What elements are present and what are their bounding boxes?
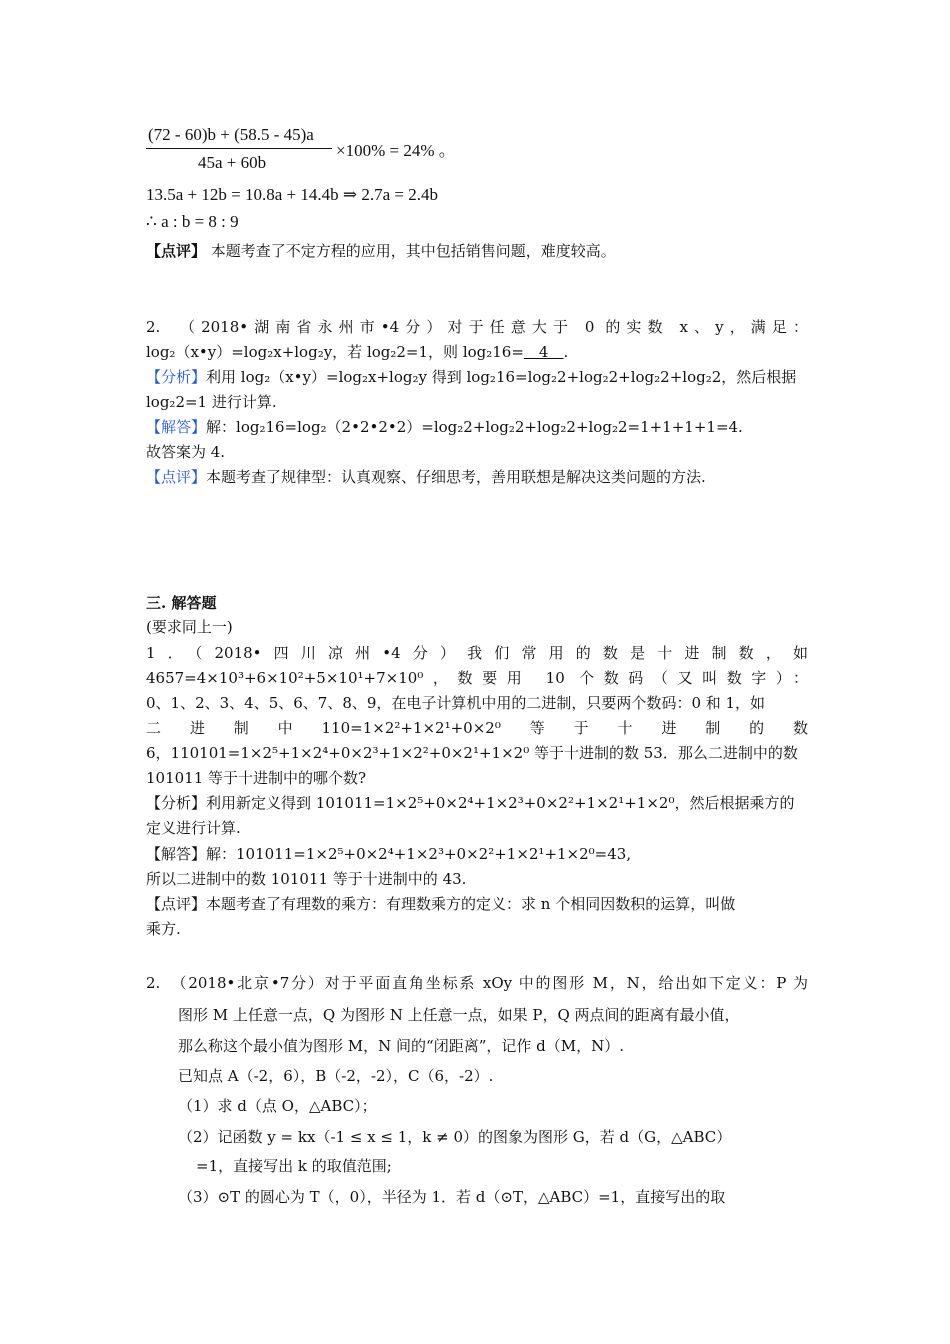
q1-line-6: 101011 等于十进制中的哪个数? [146, 769, 367, 787]
q2-answer-line-2: 故答案为 4. [146, 443, 226, 461]
q2-answer-line [146, 416, 808, 438]
fraction-denominator: 45a + 60b [198, 153, 267, 172]
fraction-result: ×100% = 24% 。 [336, 141, 456, 160]
comment-text-2: 本题考查了规律型：认真观察、仔细思考，善用联想是解决这类问题的方法. [206, 468, 706, 486]
q1-line-3: 0、1、2、3、4、5、6、7、8、9，在电子计算机中用的二进制，只要两个数码：0 和 1，如 [146, 694, 766, 712]
q1-answer: 【解答】解：101011=1×2⁵+0×2⁴+1×2³+0×2²+1×2¹+1×2⁰=43, [146, 845, 632, 863]
q1-answer-2: 所以二进制中的数 101011 等于十进制中的 43. [146, 870, 467, 888]
answer-text: 解：log₂16=log₂（2•2•2•2）=log₂2+log₂2+log₂2+log₂2=1+1+1+1=4. [206, 418, 743, 436]
analysis-text: 利用 log₂（x•y）=log₂x+log₂y 得到 log₂16=log₂2+log₂2+log₂2+log₂2，然后根据 [206, 368, 797, 386]
q1-line-4: 二 进 制 中 110=1×2²+1×2¹+0×2⁰ 等 于 十 进 制 的 数 [146, 719, 808, 737]
q2-sub-2: （2）记函数 y = kx（-1 ≤ x ≤ 1，k ≠ 0）的图象为图形 G，若 d（G，△ABC） [178, 1128, 732, 1146]
section-note: (要求同上一) [146, 618, 233, 636]
analysis-tag: 【分析】 [146, 368, 207, 386]
equation-line-3: ∴ a : b = 8 : 9 [146, 212, 239, 231]
q1-line-5: 6，110101=1×2⁵+1×2⁴+0×2³+1×2²+0×2¹+1×2⁰ 等于十进制的数 53．那么二进制中的数 [146, 744, 798, 762]
comment-tag-blue: 【点评】 [146, 468, 207, 486]
q2-analysis-line-1 [146, 366, 808, 388]
q2-analysis-line-2: log₂2=1 进行计算. [146, 393, 277, 411]
section-heading: 三. 解答题 [146, 594, 217, 612]
q2-line-2: 图形 M 上任意一点，Q 为图形 N 上任意一点，如果 P，Q 两点间的距离有最小值， [178, 1006, 740, 1024]
fraction-expression [146, 124, 456, 172]
q2-fill-line-1: 2. （2018•湖南省永州市•4分）对于任意大于 0 的实数 x、y，满足： [146, 318, 808, 336]
q2-sub-1: （1）求 d（点 O，△ABC）； [178, 1097, 377, 1115]
q1-comment: 【点评】本题考查了有理数的乘方：有理数乘方的定义：求 n 个相同因数积的运算，叫做 [146, 895, 736, 913]
q2-fill-line-2 [146, 341, 808, 363]
q2-comment-line [146, 466, 808, 488]
q1-line-2: 4657=4×10³+6×10²+5×10¹+7×10⁰，数要用 10 个数码（又叫数字）： [146, 669, 808, 687]
q1-comment-2: 乘方. [146, 920, 181, 938]
q1-analysis: 【分析】利用新定义得到 101011=1×2⁵+0×2⁴+1×2³+0×2²+1×2¹+1×2⁰，然后根据乘方的 [146, 794, 795, 812]
q2-line-1: 2. （2018•北京•7分）对于平面直角坐标系 xOy 中的图形 M，N，给出如下定义：P 为 [146, 974, 808, 992]
q2-fill-answer: 4 [523, 343, 564, 361]
fraction-numerator: (72 - 60)b + (58.5 - 45)a [148, 125, 314, 144]
q2-line-4: 已知点 A（-2，6），B（-2，-2），C（6，-2）. [178, 1067, 494, 1085]
q2-fill-end: . [563, 343, 569, 361]
answer-tag: 【解答】 [146, 418, 207, 436]
q2-sub-3: （3）⊙T 的圆心为 T（，0），半径为 1．若 d（⊙T，△ABC）=1，直接写出的取 [178, 1188, 726, 1206]
q1-line-1: 1．（2018•四川凉州•4分）我们常用的数是十进制数，如 [146, 644, 808, 662]
comment-top [146, 240, 808, 262]
q2-line-3: 那么称这个最小值为图形 M，N 间的“闭距离”，记作 d（M，N）. [178, 1037, 624, 1055]
comment-text: 本题考查了不定方程的应用，其中包括销售问题，难度较高。 [210, 242, 616, 260]
q1-analysis-2: 定义进行计算. [146, 819, 241, 837]
fraction-bar [146, 148, 332, 149]
q2-fill-stem: log₂（x•y）=log₂x+log₂y，若 log₂2=1，则 log₂16= [146, 343, 524, 361]
comment-tag: 【点评】 [146, 242, 207, 260]
equation-line-2: 13.5a + 12b = 10.8a + 14.4b ⇒ 2.7a = 2.4b [146, 185, 438, 204]
q2-sub-2b: =1，直接写出 k 的取值范围; [196, 1157, 392, 1175]
